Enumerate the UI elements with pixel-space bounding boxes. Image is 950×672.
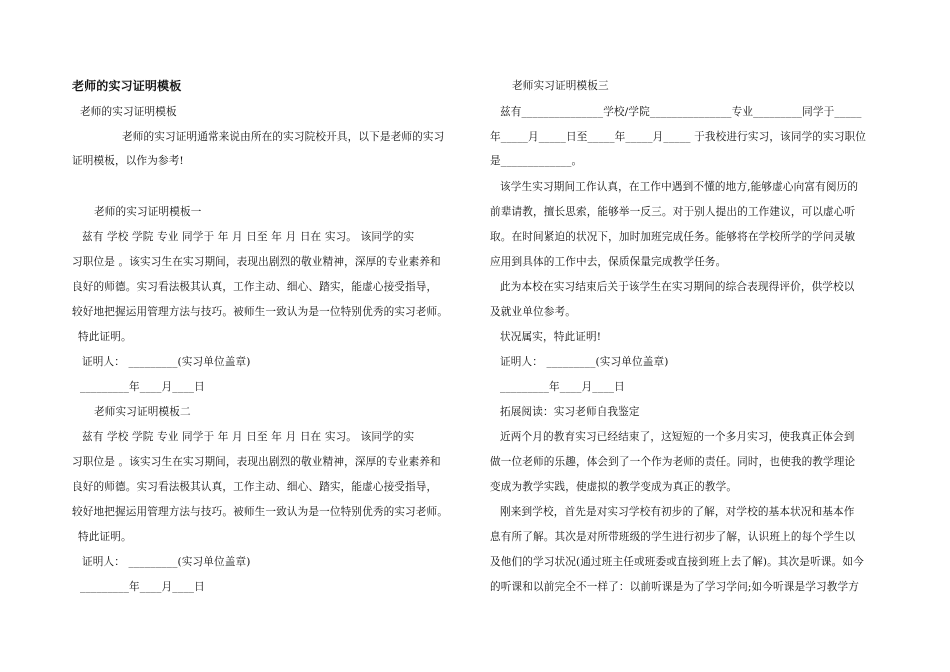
- text-line: _________年____月____日: [80, 581, 205, 593]
- text-line: 的听课和以前完全不一样了：以前听课是为了学习学问;如今听课是学习教学方: [490, 581, 860, 593]
- text-line: 状况属实，特此证明!: [500, 331, 602, 343]
- text-line: 老师实习证明模板二: [94, 406, 191, 418]
- text-line: 此为本校在实习结束后关于该学生在实习期间的综合表现得评价，供学校以: [500, 281, 855, 293]
- text-line: 老师的实习证明模板一: [94, 206, 202, 218]
- text-line: 较好地把握运用管理方法与技巧。被师生一致认为是一位特别优秀的实习老师。: [72, 306, 449, 318]
- text-line: 良好的师德。实习看法极其认真，工作主动、细心、踏实，能虚心接受指导，: [72, 481, 438, 493]
- text-line: _________年____月____日: [80, 381, 205, 393]
- text-line: 习职位是 。该实习生在实习期间，表现出剧烈的敬业精神，深厚的专业素养和: [72, 256, 441, 268]
- text-line: 拓展阅读：实习老师自我鉴定: [500, 406, 640, 418]
- text-line: 应用到具体的工作中去，保质保量完成教学任务。: [490, 256, 727, 268]
- text-line: 该学生实习期间工作认真，在工作中遇到不懂的地方,能够虚心向富有阅历的: [500, 181, 859, 193]
- text-line: 证明人： _________(实习单位盖章): [82, 356, 251, 368]
- text-line: 兹有 学校 学院 专业 同学于 年 月 日至 年 月 日在 实习。 该同学的实: [82, 231, 415, 243]
- text-line: 取。在时间紧迫的状况下，加时加班完成任务。能够将在学校所学的学问灵敏: [490, 231, 856, 243]
- text-line: 前辈请教，擅长思索，能够举一反三。对于别人提出的工作建议，可以虚心听: [490, 206, 856, 218]
- text-line: 良好的师德。实习看法极其认真，工作主动、细心、踏实，能虚心接受指导，: [72, 281, 438, 293]
- text-line: 及就业单位参考。: [490, 306, 576, 318]
- text-line: 年_____月_____日至_____年_____月_____ 于我校进行实习，该同学的实习职位: [490, 131, 867, 143]
- text-line: 特此证明。: [78, 531, 132, 543]
- text-line: 兹有 学校 学院 专业 同学于 年 月 日至 年 月 日在 实习。 该同学的实: [82, 431, 415, 443]
- text-line: 习职位是 。该实习生在实习期间，表现出剧烈的敬业精神，深厚的专业素养和: [72, 456, 441, 468]
- text-line: 及他们的学习状况(通过班主任或班委或直接到班上去了解)。其次是听课。如今: [490, 556, 864, 568]
- text-line: 做一位老师的乐趣，体会到了一个作为老师的责任。同时，也使我的教学理论: [490, 456, 856, 468]
- text-line: 刚来到学校，首先是对实习学校有初步的了解，对学校的基本状况和基本作: [500, 506, 855, 518]
- text-line: 变成为教学实践，使虚拟的教学变成为真正的教学。: [490, 481, 738, 493]
- text-line: 是_____________。: [490, 155, 583, 167]
- text-line: 证明人： _________(实习单位盖章): [82, 556, 251, 568]
- text-line: 老师实习证明模板三: [512, 80, 609, 92]
- text-line: 特此证明。: [78, 331, 132, 343]
- text-line: 证明人： _________(实习单位盖章): [500, 356, 669, 368]
- text-line: 兹有_______________学校/学院_______________专业_________同学于_____: [500, 106, 862, 118]
- document-title: 老师的实习证明模板: [72, 79, 182, 93]
- text-line: 息有所了解。其次是对所带班级的学生进行初步了解，认识班上的每个学生以: [490, 531, 856, 543]
- text-line: 老师的实习证明模板: [80, 106, 177, 118]
- text-line: 老师的实习证明通常来说由所在的实习院校开具，以下是老师的实习: [122, 131, 445, 143]
- text-line: 较好地把握运用管理方法与技巧。被师生一致认为是一位特别优秀的实习老师。: [72, 506, 449, 518]
- text-line: 近两个月的教育实习已经结束了，这短短的一个多月实习，使我真正体会到: [500, 431, 855, 443]
- text-line: _________年____月____日: [500, 381, 625, 393]
- text-line: 证明模板，以作为参考!: [72, 155, 184, 167]
